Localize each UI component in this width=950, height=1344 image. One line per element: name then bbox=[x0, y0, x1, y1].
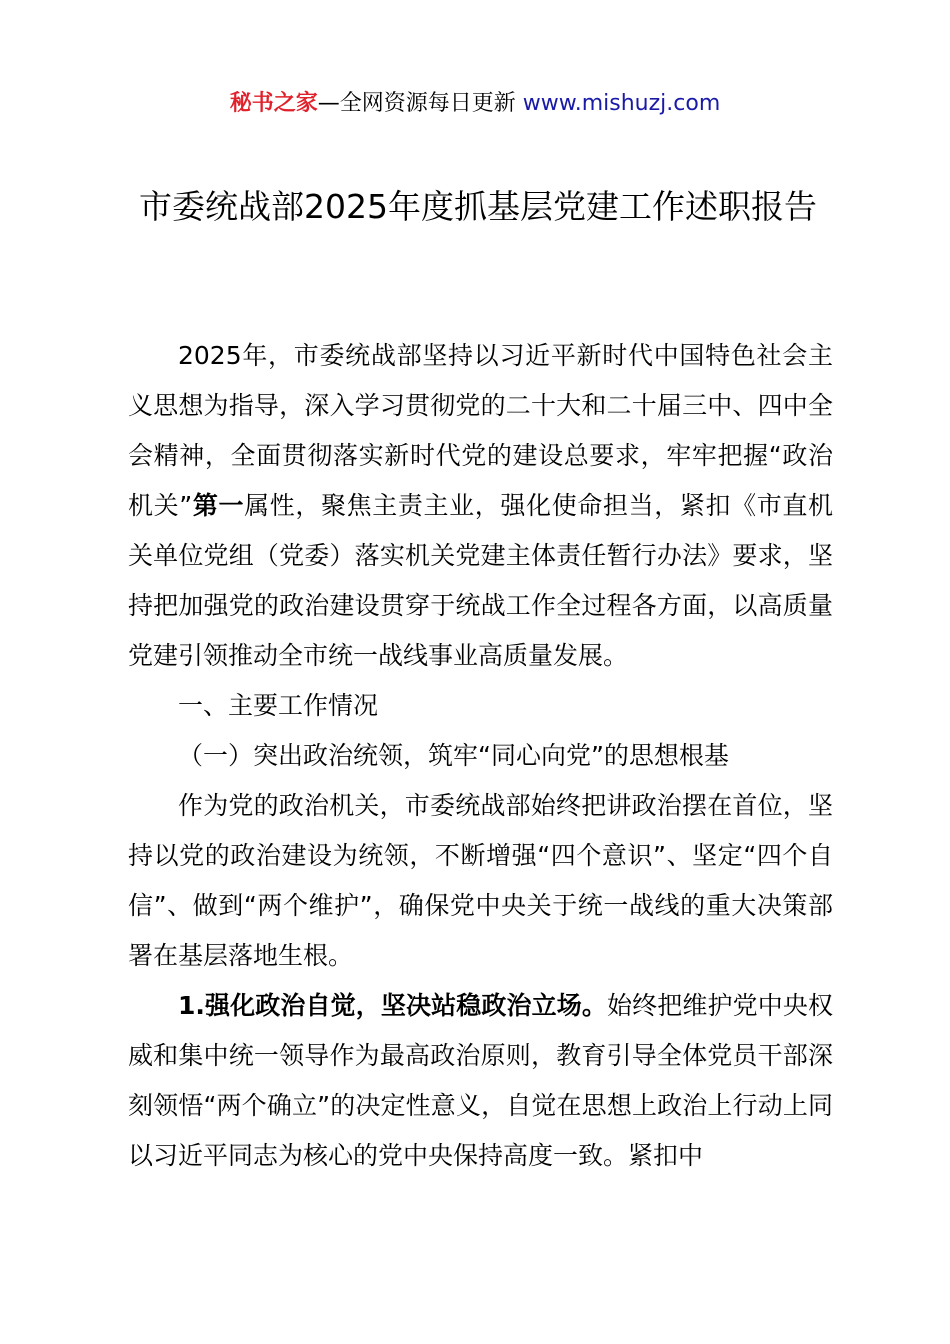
section-heading-1: 一、主要工作情况 bbox=[178, 691, 379, 720]
subsection-heading-1: （一）突出政治统领，筑牢“同心向党”的思想根基 bbox=[178, 741, 729, 770]
intro-text-part2: 属性，聚焦主责主业，强化使命担当，紧扣《市直机关单位党组（党委）落实机关党建主体责任暂行办法》要求，坚持把加强党的政治建设贯穿于统战工作全过程各方面，以高质量党建引领推动全市统一战线事业高质量发展。 bbox=[128, 491, 833, 670]
intro-text-part1: 2025年，市委统战部坚持以习近平新时代中国特色社会主义思想为指导，深入学习贯彻党的二十大和二十届三中、四中全会精神，全面贯彻落实新时代党的建设总要求，牢牢把握“政治机关” bbox=[128, 341, 833, 520]
header-tagline: —全网资源每日更新 bbox=[317, 91, 523, 116]
paragraph-3 bbox=[128, 981, 833, 1181]
document-title: 市委统战部2025年度抓基层党建工作述职报告 bbox=[139, 187, 817, 226]
paragraph-2: 作为党的政治机关，市委统战部始终把讲政治摆在首位，坚持以党的政治建设为统领，不断增强“四个意识”、坚定“四个自信”、做到“两个维护”，确保党中央关于统一战线的重大决策部署在基层落地生根。 bbox=[128, 791, 833, 970]
paragraph-3-bold-lead: 1.强化政治自觉，坚决站稳政治立场。 bbox=[178, 991, 607, 1020]
intro-bold-text: 第一 bbox=[192, 491, 245, 520]
brand-name: 秘书之家 bbox=[229, 91, 318, 116]
paragraph-3-text: 始终把维护党中央权威和集中统一领导作为最高政治原则，教育引导全体党员干部深刻领悟“两个确立”的决定性意义，自觉在思想上政治上行动上同以习近平同志为核心的党中央保持高度一致。紧扣中 bbox=[128, 991, 833, 1170]
intro-paragraph bbox=[128, 331, 833, 681]
document-body bbox=[128, 331, 833, 1181]
site-header bbox=[0, 88, 950, 120]
site-url-link[interactable]: www.mishuzj.com bbox=[522, 91, 721, 116]
